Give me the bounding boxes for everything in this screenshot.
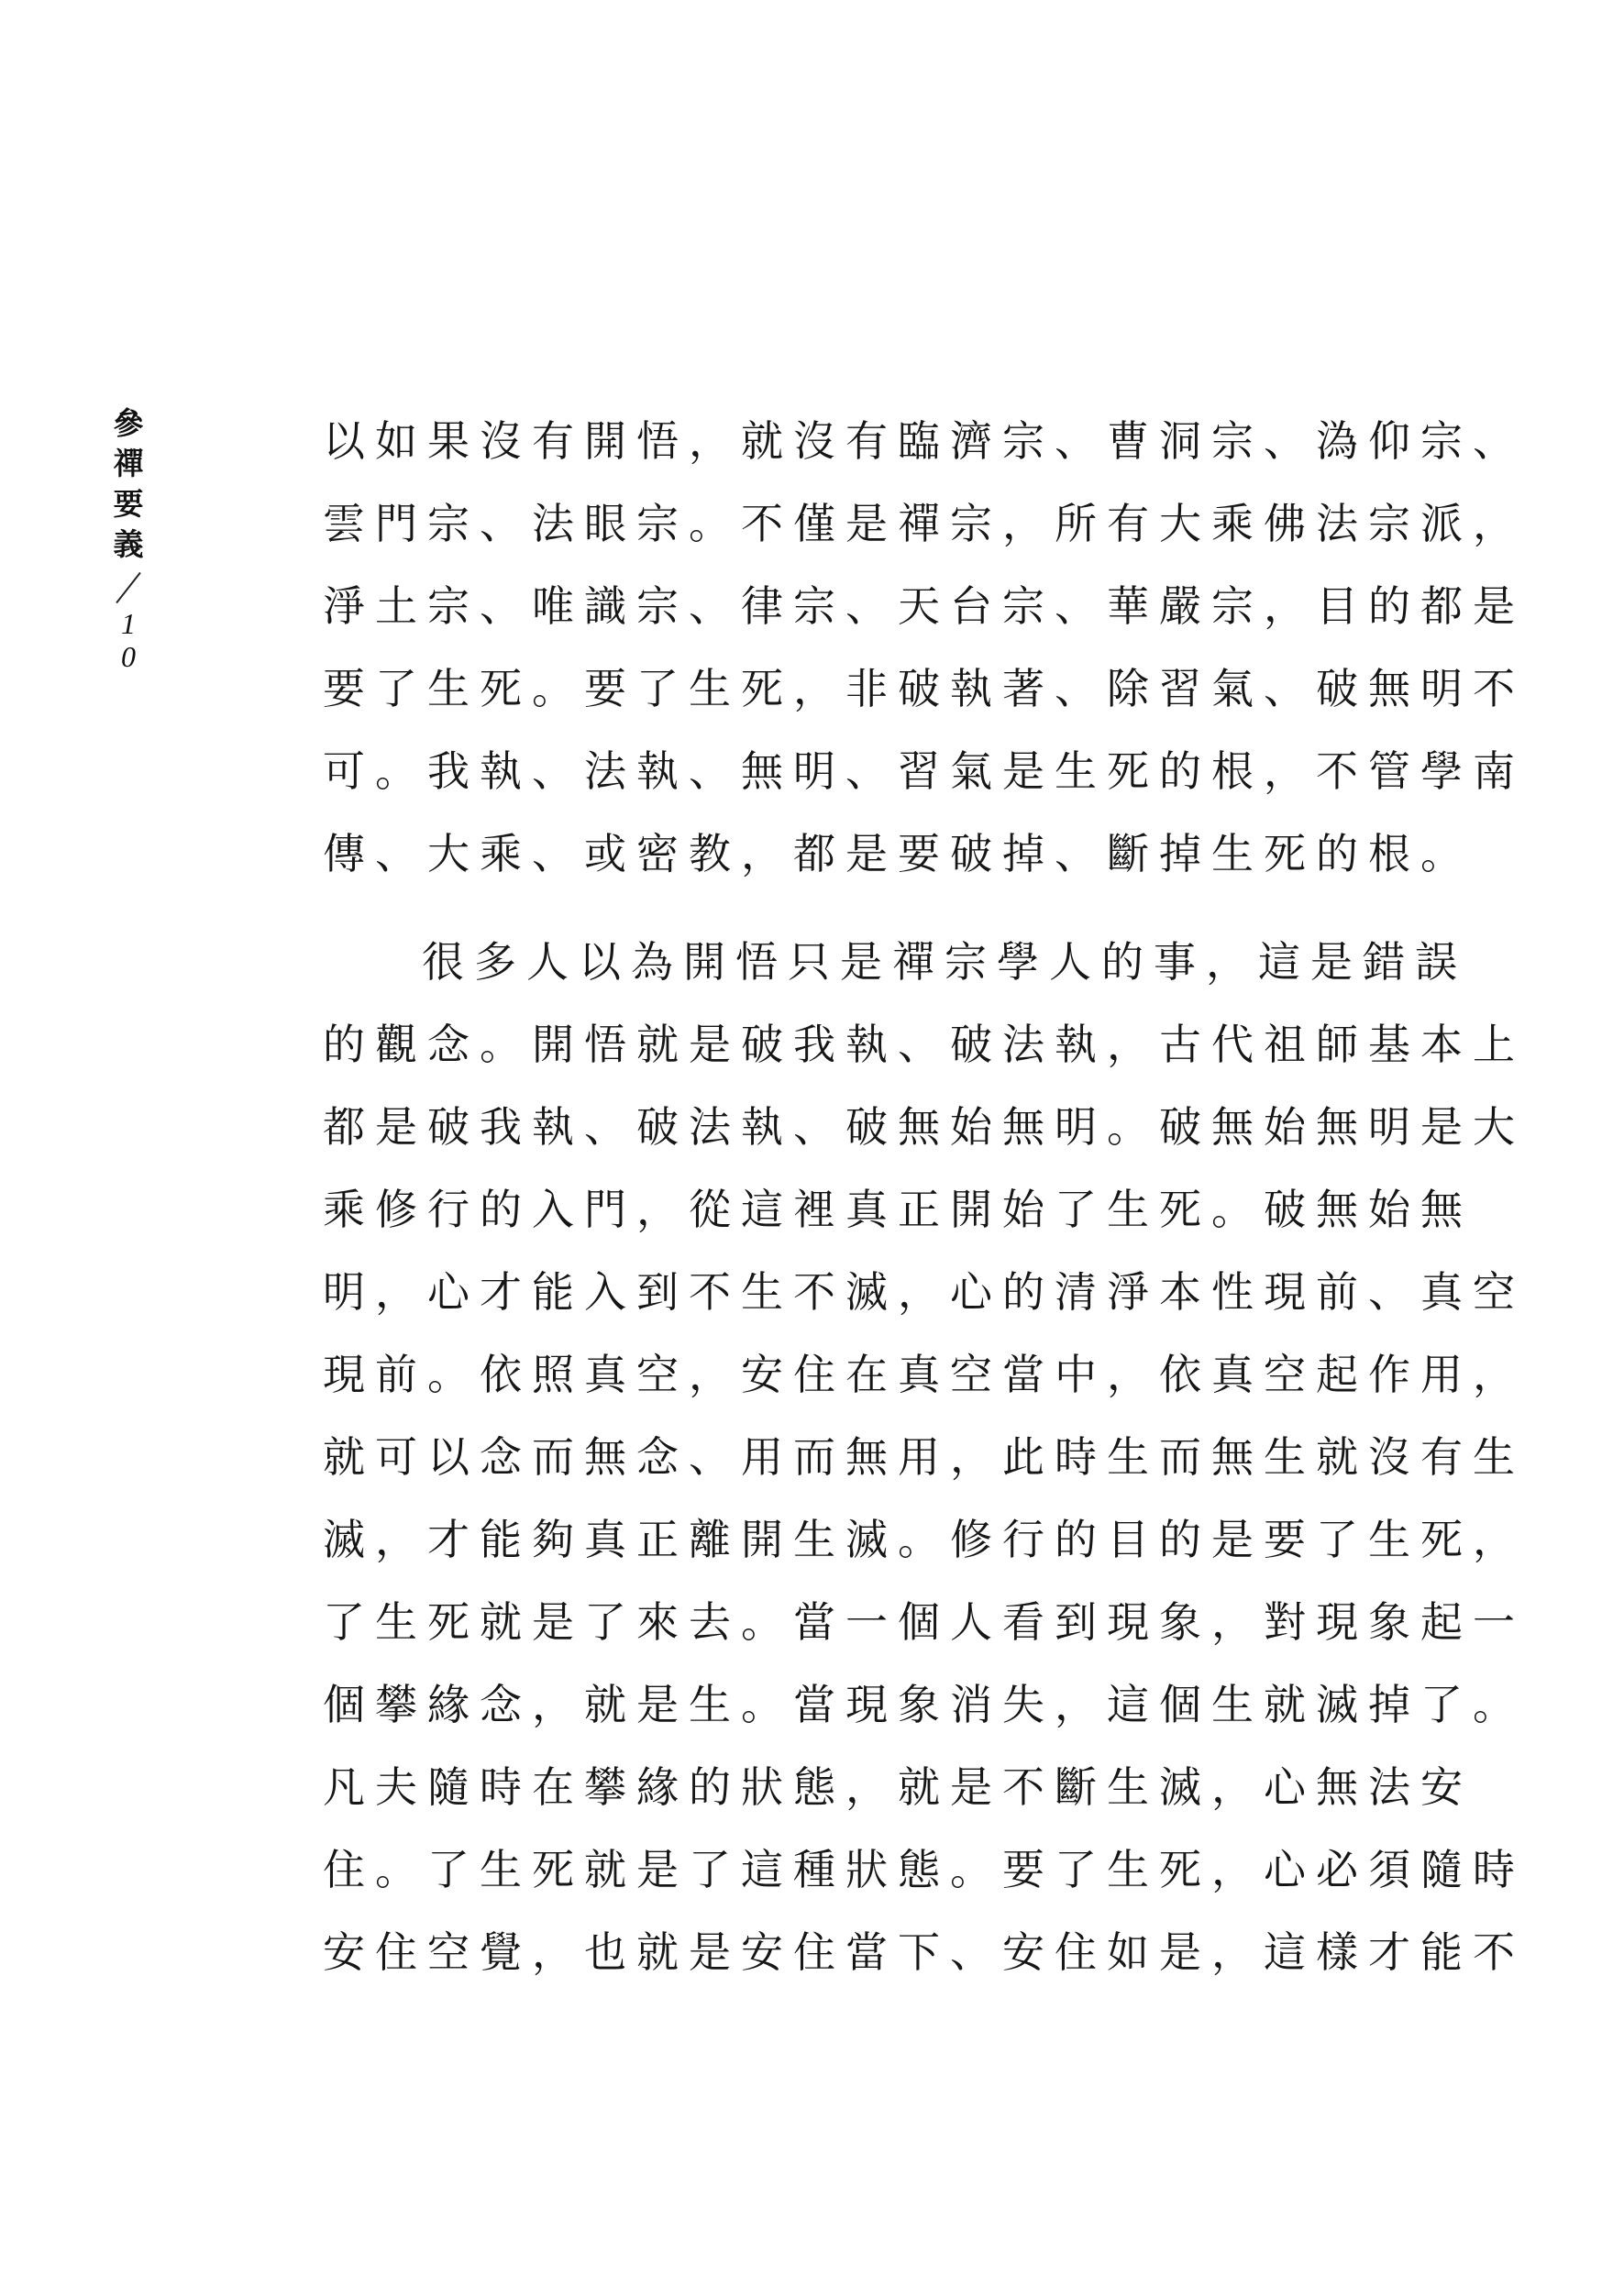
page-number-digit: 0 bbox=[121, 640, 136, 673]
book-title-char: 義 bbox=[113, 526, 144, 562]
text-line: 乘修行的入門，從這裡真正開始了生死。破無始無 bbox=[323, 1185, 1473, 1234]
text-line: 凡夫隨時在攀緣的狀態，就是不斷生滅，心無法安 bbox=[323, 1762, 1473, 1812]
text-line-indented: 很多人以為開悟只是禪宗學人的事，這是錯誤 bbox=[422, 937, 1467, 987]
text-line: 明，心才能入到不生不滅，心的清淨本性現前、真空 bbox=[323, 1267, 1525, 1317]
text-line: 住。了生死就是了這種狀態。要了生死，心必須隨時 bbox=[323, 1845, 1525, 1894]
text-line: 就可以念而無念、用而無用，此時生而無生就沒有生 bbox=[323, 1432, 1525, 1482]
text-line: 雲門宗、法眼宗。不僅是禪宗，所有大乘佛法宗派， bbox=[323, 499, 1525, 548]
running-head bbox=[108, 403, 149, 673]
text-line: 可。我執、法執、無明、習氣是生死的根，不管學南 bbox=[323, 746, 1525, 796]
text-line: 都是破我執、破法執、破無始無明。破無始無明是大 bbox=[323, 1102, 1525, 1152]
text-line: 個攀緣念，就是生。當現象消失，這個生就滅掉了。 bbox=[323, 1680, 1525, 1729]
book-title-char: 要 bbox=[113, 486, 144, 522]
text-line: 傳、大乘、或密教，都是要破掉、斷掉生死的根。 bbox=[323, 829, 1473, 878]
page-number-digit: 1 bbox=[121, 607, 136, 640]
text-line: 淨土宗、唯識宗、律宗、天台宗、華嚴宗，目的都是 bbox=[323, 581, 1525, 631]
slash-separator-icon bbox=[116, 570, 141, 603]
body-text bbox=[323, 400, 1525, 1993]
text-line: 的觀念。開悟就是破我執、破法執，古代祖師基本上 bbox=[323, 1020, 1525, 1069]
book-title-char: 禪 bbox=[113, 446, 144, 481]
text-line: 滅，才能夠真正離開生滅。修行的目的是要了生死， bbox=[323, 1515, 1525, 1564]
text-line: 安住空覺，也就是安住當下、安住如是，這樣才能不 bbox=[323, 1927, 1525, 1977]
text-line: 以如果沒有開悟，就沒有臨濟宗、曹洞宗、溈仰宗、 bbox=[323, 416, 1525, 466]
book-title-char: 參 bbox=[113, 405, 144, 441]
paragraph-2 bbox=[323, 921, 1525, 1993]
text-line: 現前。依照真空，安住在真空當中，依真空起作用， bbox=[323, 1350, 1525, 1399]
text-line: 要了生死。要了生死，非破執著、除習氣、破無明不 bbox=[323, 664, 1525, 713]
paragraph-1 bbox=[323, 400, 1525, 895]
text-line: 了生死就是了來去。當一個人看到現象，對現象起一 bbox=[323, 1597, 1525, 1647]
